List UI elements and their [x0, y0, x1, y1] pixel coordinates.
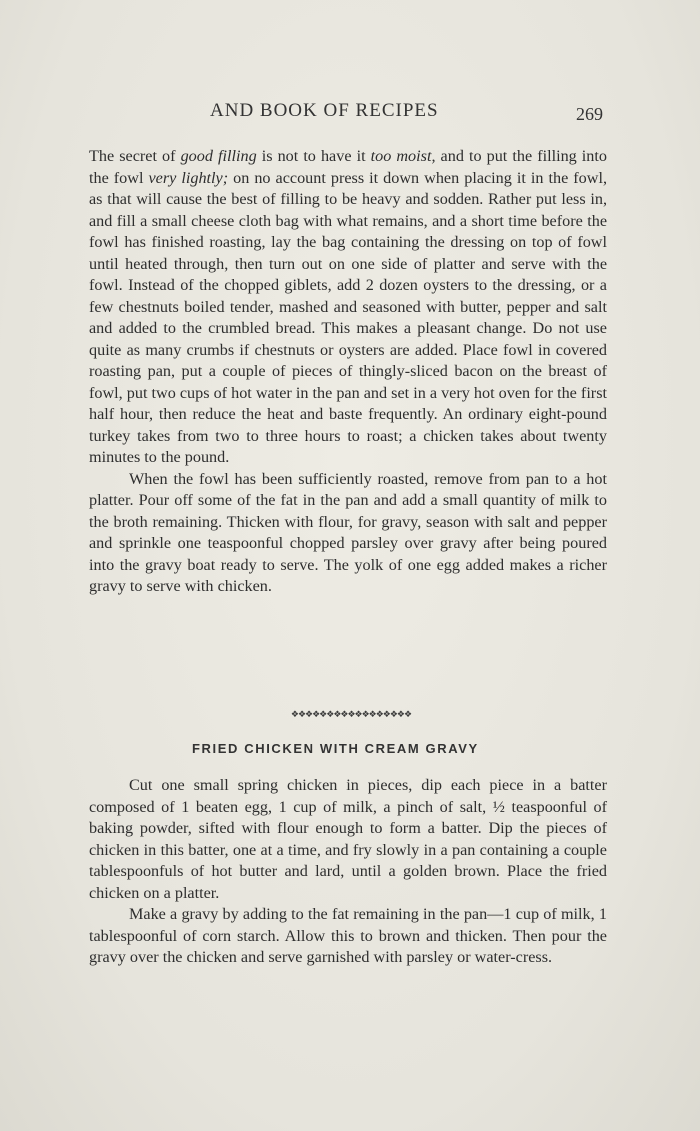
text-run: on no account press it down when placing it in the fowl, as that will cause the best of filling to be heavy and sodden. Rather put less in, and fill a small cheese cloth bag with what remains, and a short time before the fowl has finished roasting, lay the bag containing the dressing on top of fowl until heated through, then turn out on one side of platter and serve with the fowl. Instead of the chopped giblets, add 2 dozen oysters to the dressing, or a few chestnuts boiled tender, mashed and seasoned with butter, pepper and salt and added to the crumbled bread. This makes a pleasant change. Do not use quite as many crumbs if chestnuts or oysters are added. Place fowl in covered roasting pan, put a couple of pieces of thingly-sliced bacon on the breast of fowl, put two cups of hot water in the pan and set in a very hot oven for the first half hour, then reduce the heat and baste frequently. An ordinary eight-pound turkey takes from two to three hours to roast; a chicken takes about twenty minutes to the pound.: [89, 168, 608, 466]
section-title: FRIED CHICKEN WITH CREAM GRAVY: [192, 741, 479, 756]
emphasis-very-lightly: very lightly;: [148, 168, 229, 187]
ornamental-divider: ❖❖❖❖❖❖❖❖❖❖❖❖❖❖❖❖❖: [290, 710, 412, 720]
page-number: 269: [576, 104, 603, 124]
paragraph-gravy: When the fowl has been sufficiently roasted, remove from pan to a hot platter. Pour off some of the fat in the pan and add a small quantity of milk to the broth remaining. Thicken with flour, for gravy, season with salt and pepper and sprinkle one teaspoonful chopped parsley over gravy after being poured into the gravy boat ready to serve. The yolk of one egg added makes a richer gravy to serve with chicken.: [89, 469, 607, 595]
text-run: is not to have it: [256, 147, 371, 165]
emphasis-too-moist: too moist,: [370, 147, 436, 165]
paragraph-filling: [89, 146, 607, 469]
text-run: and to put the filling into the fowl: [89, 147, 607, 187]
header-title: AND BOOK OF RECIPES: [210, 100, 439, 121]
emphasis-good-filling: good filling: [180, 147, 257, 165]
paragraph-cream-gravy: Make a gravy by adding to the fat remaining in the pan—1 cup of milk, 1 tablespoonful of corn starch. Allow this to brown and thicken. Then pour the gravy over the chicken and serve garnished with parsley or water-cress.: [89, 905, 607, 966]
text-run: The secret of: [89, 147, 181, 165]
recipe-text-block-2: [89, 775, 607, 969]
recipe-text-block-1: [89, 146, 607, 598]
paragraph-fried-chicken: Cut one small spring chicken in pieces, dip each piece in a batter composed of 1 beaten egg, 1 cup of milk, a pinch of salt, ½ teaspoonful of baking powder, sifted with flour enough to form a batter. Dip the pieces of chicken in this batter, one at a time, and fry slowly in a pan containing a couple tablespoonfuls of hot butter and lard, until a golden brown. Place the fried chicken on a platter.: [89, 776, 607, 902]
